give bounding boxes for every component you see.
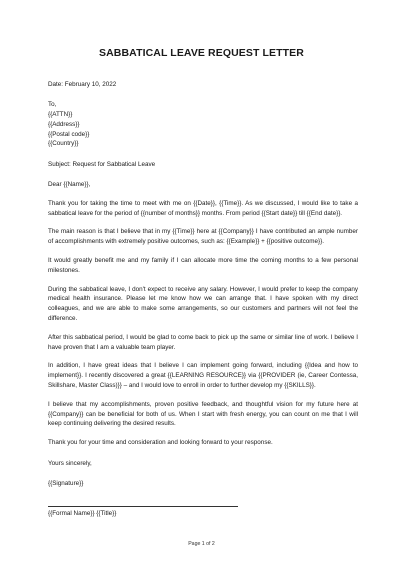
recipient-block [48,100,358,149]
page-number: Page 1 of 2 [188,541,215,547]
signature-rule [48,506,238,507]
recipient-postal: {{Postal code}} [48,130,90,138]
paragraph-ideas: In addition, I have great ideas that I believe I can implement going forward, including {{Idea and how to implement}}. I recently discovered a great {{LEARNING RESOURCE}} via {{PROVIDER (ie, Career Contessa, Skillshare, Master Class)}} – and I would love to enroll in order to further develop my {{SKILLS}}. [48,362,358,390]
paragraph-salary: During the sabbatical leave, I don't expect to receive any salary. However, I would prefer to keep the company medical health insurance. Please let me know how we can arrange that. I have spoken with my direct colleagues, and we are able to make some arrangements, so our customers and partners will not feel the difference. [48,285,358,323]
paragraph-reason: The main reason is that I believe that in my {{Time}} here at {{Company}} I have contributed an ample number of accomplishments with extremely positive outcomes, such as: {{Example}} + {{positive outcome}}. [48,228,358,246]
paragraph-thanks: Thank you for your time and consideration and looking forward to your response. [48,439,273,447]
paragraph-accomplishments: I believe that my accomplishments, proven positive feedback, and thoughtful vision for my future here at {{Company}} can be beneficial for both of us. When I start with fresh energy, you can count on me that I will keep continuing delivering the desired results. [48,400,358,428]
signature-placeholder: {{Signature}} [48,479,84,487]
subject-line: Subject: Request for Sabbatical Leave [48,160,156,168]
recipient-to: To, [48,101,57,109]
recipient-attn: {{ATTN}} [48,111,73,119]
closing: Yours sincerely, [48,459,92,467]
date-line: Date: February 10, 2022 [48,81,117,88]
paragraph-family: It would greatly benefit me and my family if I can allocate more time the coming months to a few personal milestones. [48,257,358,274]
paragraph-return: After this sabbatical period, I would be glad to come back to pick up the same or similar line of work. I believe I have proven that I am a valuable team player. [48,333,358,351]
recipient-address: {{Address}} [48,120,80,128]
formal-name: {{Formal Name}} {{Title}} [48,510,117,517]
salutation: Dear {{Name}}, [48,181,91,189]
paragraph-meeting: Thank you for taking the time to meet with me on {{Date}}, {{Time}}. As we discussed, I would like to take a sabbatical leave for the period of {{number of months}} months. From period {{Start date}} till {{End date}}. [48,199,358,217]
recipient-country: {{Country}} [48,140,79,148]
letter-title: SABBATICAL LEAVE REQUEST LETTER [99,47,304,59]
letter-body [48,80,358,489]
